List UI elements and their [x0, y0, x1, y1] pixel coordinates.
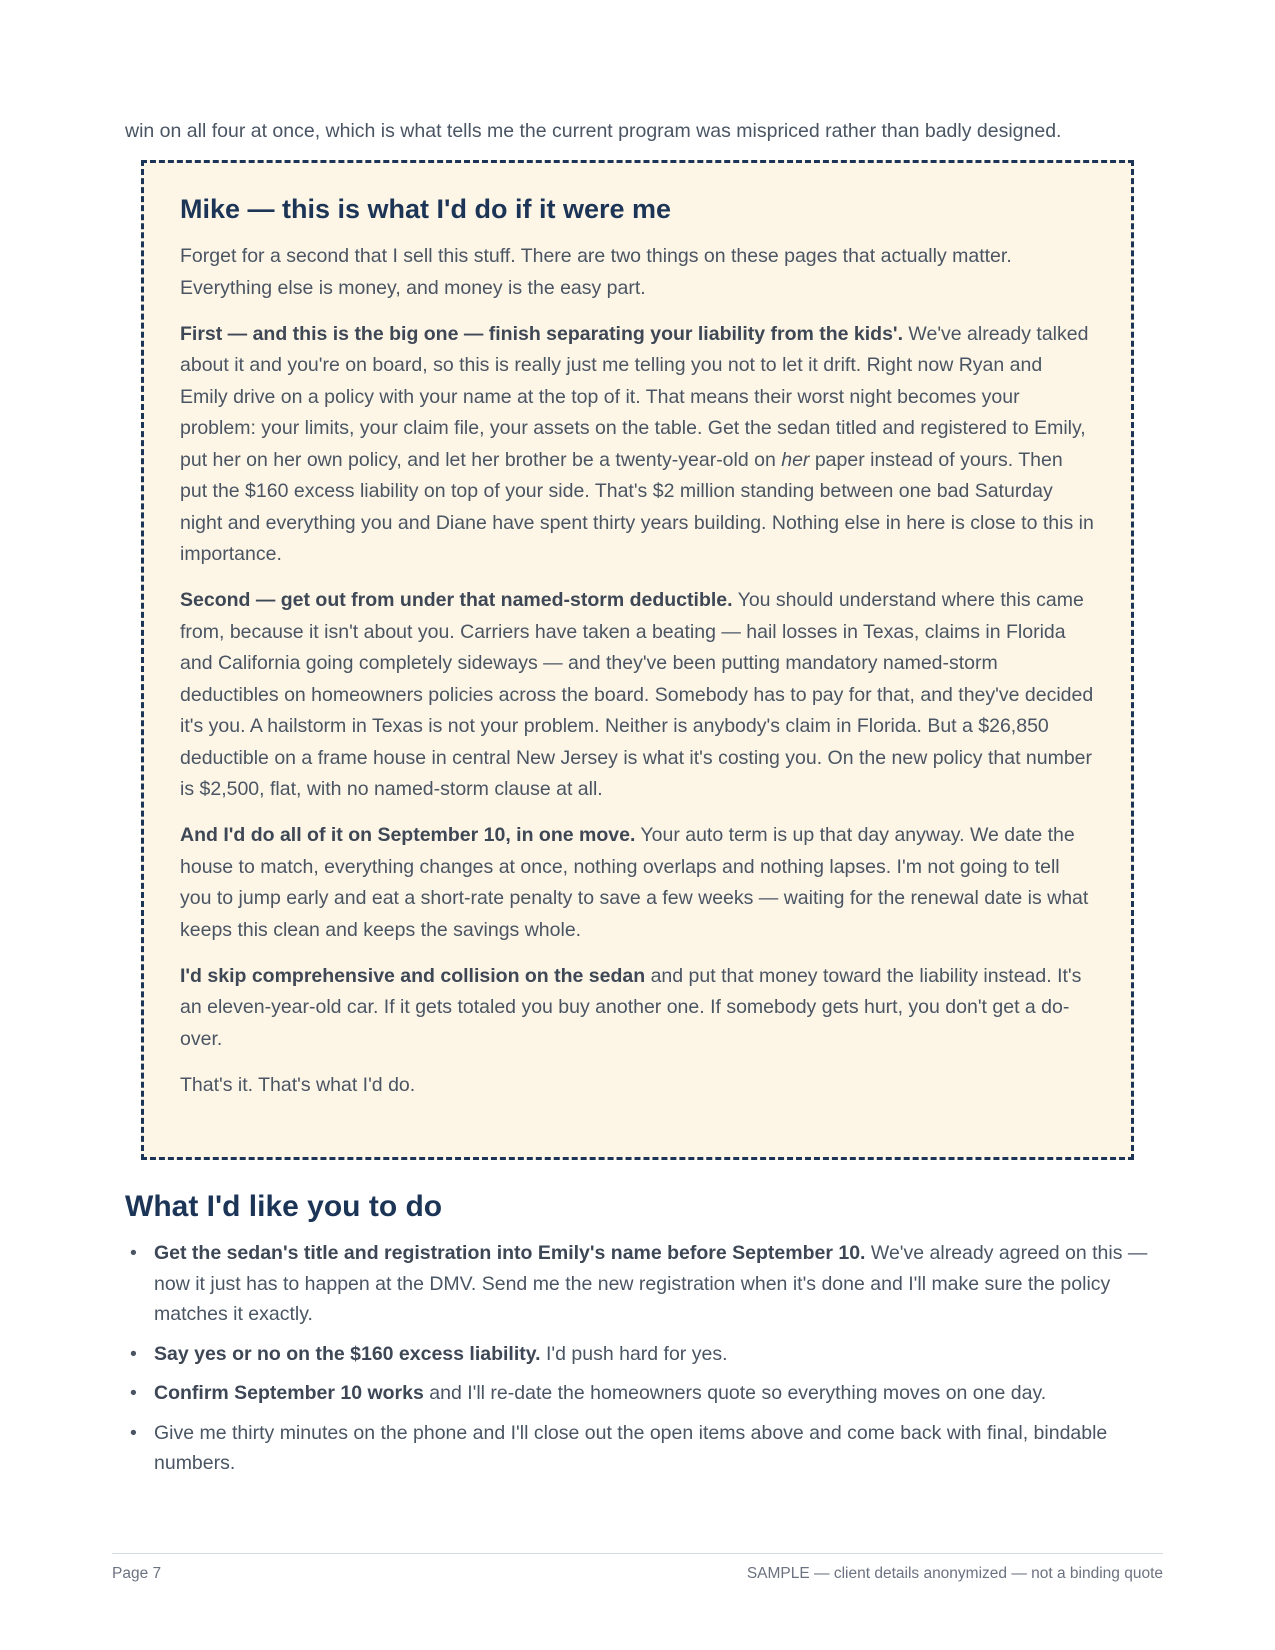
footer-divider: [112, 1553, 1163, 1554]
callout-paragraph-closing: That's it. That's what I'd do.: [180, 1073, 416, 1096]
callout-paragraph-timing: [180, 820, 1095, 946]
list-item-text: and I'll re-date the homeowners quote so everything moves on one day.: [423, 1382, 1047, 1404]
page-number: Page 7: [112, 1565, 162, 1582]
list-item-lead: Get the sedan's title and registration into Emily's name before September 10.: [154, 1242, 866, 1264]
deductible-lead: Second — get out from under that named-storm deductible.: [180, 589, 733, 611]
timing-lead: And I'd do all of it on September 10, in one move.: [180, 824, 636, 846]
liability-text-b: paper instead of yours. Then put the $160 excess liability on top of your side. That's $2 million standing between one bad Saturday night and everything you and Diane have spent thirty years building. Nothing else in here is close to this in importance.: [180, 448, 1094, 565]
list-item: [125, 1238, 1165, 1330]
footer-disclaimer: SAMPLE — client details anonymized — not a binding quote: [746, 1565, 1163, 1582]
list-item: [125, 1418, 1165, 1479]
list-item: [125, 1378, 1165, 1409]
callout-paragraph-deductible: [180, 585, 1095, 806]
deductible-text: You should understand where this came from, because it isn't about you. Carriers have taken a beating — hail losses in Texas, claims in Florida and California going completely sideways — and they've been putting mandatory named-storm deductibles on homeowners policies across the board. Somebody has to pay for that, and they've decided it's you. A hailstorm in Texas is not your problem. Neither is anybody's claim in Florida. But a $26,850 deductible on a frame house in central New Jersey is what it's costing you. On the new policy that number is $2,500, flat, with no named-storm clause at all.: [180, 589, 1094, 800]
list-item-lead: Say yes or no on the $160 excess liability.: [154, 1342, 541, 1365]
sedan-lead: I'd skip comprehensive and collision on the sedan: [180, 964, 646, 987]
liability-text-a: We've already talked about it and you're on board, so this is really just me telling you not to let it drift. Right now Ryan and Emily drive on a policy with your name at the top of it. That means their worst night becomes your problem: your limits, your claim file, your assets on the table. Get the sedan titled and registered to Emily, put her on her own policy, and let her brother be a twenty-year-old on: [180, 322, 1089, 471]
callout-paragraph-intro: Forget for a second that I sell this stuff. There are two things on these pages that actually matter. Everything else is money, and money is the easy part.: [180, 245, 1012, 299]
list-item-text: We've already agreed on this — now it just has to happen at the DMV. Send me the new registration when it's done and I'll make sure the policy matches it exactly.: [154, 1242, 1148, 1325]
list-item-lead: Confirm September 10 works: [154, 1382, 424, 1404]
bullet-icon: •: [130, 1382, 137, 1404]
bullet-icon: •: [130, 1342, 137, 1365]
list-item-text: Give me thirty minutes on the phone and I'll close out the open items above and come back with final, bindable numbers.: [154, 1421, 1108, 1474]
action-items-list: [125, 1238, 1165, 1488]
intro-paragraph: win on all four at once, which is what tells me the current program was mispriced rather than badly designed.: [125, 120, 1062, 142]
recommendation-callout: [141, 160, 1134, 1160]
action-items-heading: What I'd like you to do: [125, 1190, 443, 1223]
list-item: [125, 1339, 1165, 1370]
liability-emphasis: her: [781, 448, 810, 471]
bullet-icon: •: [130, 1421, 137, 1444]
list-item-text: I'd push hard for yes.: [540, 1342, 728, 1365]
bullet-icon: •: [130, 1242, 137, 1264]
callout-title: Mike — this is what I'd do if it were me: [180, 194, 672, 224]
timing-text: Your auto term is up that day anyway. We date the house to match, everything changes at once, nothing overlaps and nothing lapses. I'm not going to tell you to jump early and eat a short-rate penalty to save a few weeks — waiting for the renewal date is what keeps this clean and keeps the savings whole.: [180, 824, 1089, 941]
callout-paragraph-sedan: [180, 961, 1095, 1056]
liability-lead: First — and this is the big one — finish separating your liability from the kids'.: [180, 322, 903, 345]
callout-paragraph-liability: [180, 319, 1095, 571]
sedan-text: and put that money toward the liability instead. It's an eleven-year-old car. If it gets totaled you buy another one. If somebody gets hurt, you don't get a do-over.: [180, 964, 1082, 1050]
